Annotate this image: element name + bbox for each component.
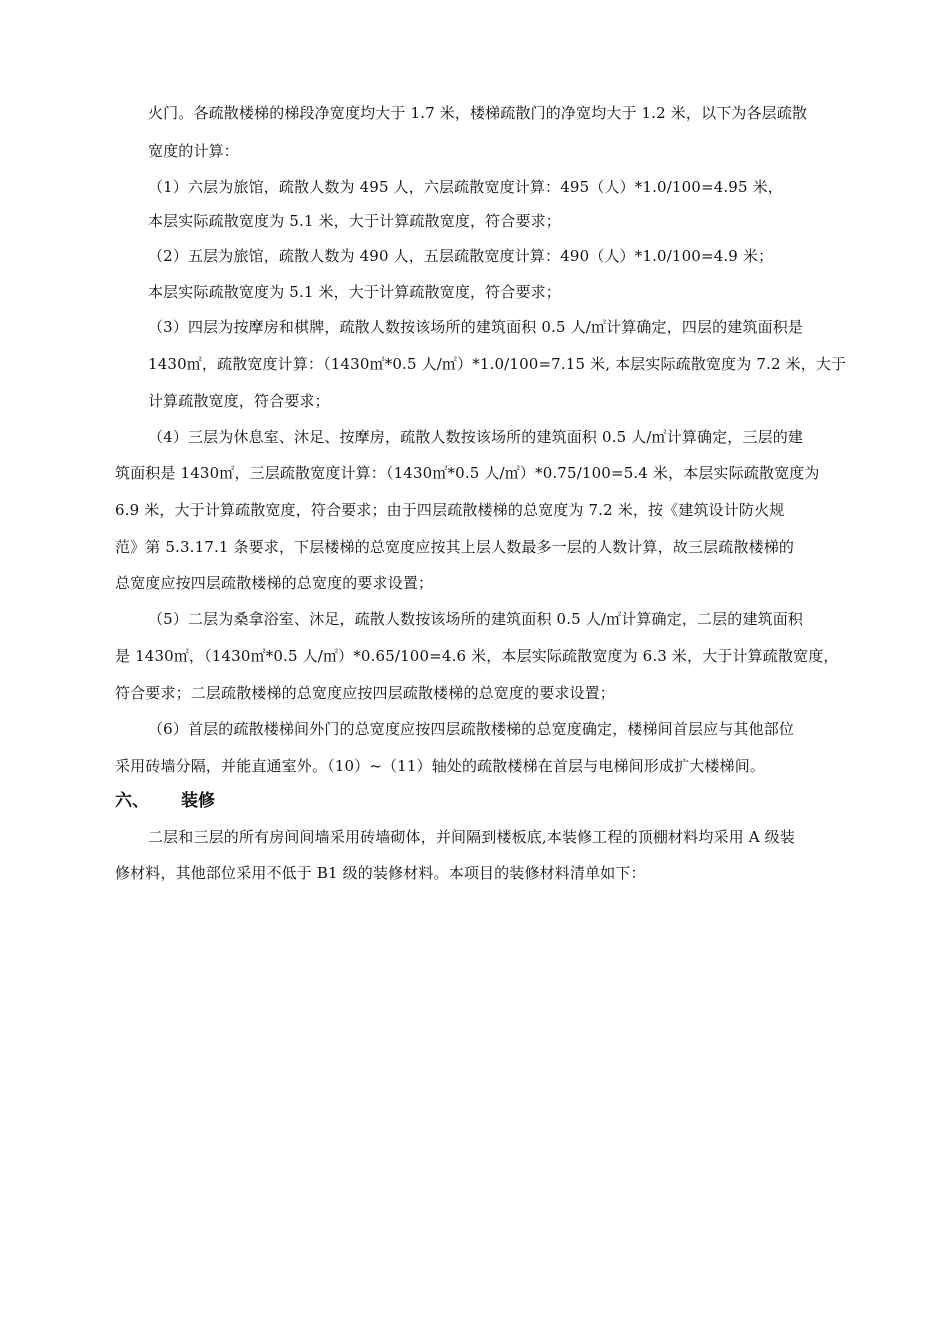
section-title: 装修: [181, 791, 215, 811]
paragraph-line: 宽度的计算：: [148, 142, 239, 160]
paragraph-line: 本层实际疏散宽度为 5.1 米，大于计算疏散宽度，符合要求；: [148, 283, 561, 301]
paragraph-line: 计算疏散宽度，符合要求；: [148, 392, 330, 410]
paragraph-line: 本层实际疏散宽度为 5.1 米，大于计算疏散宽度，符合要求；: [148, 212, 561, 230]
paragraph-line: 二层和三层的所有房间间墙采用砖墙砌体，并间隔到楼板底,本装修工程的顶棚材料均采用 A 级装: [148, 828, 795, 846]
paragraph-line: 6.9 米，大于计算疏散宽度，符合要求；由于四层疏散楼梯的总宽度为 7.2 米，按《建筑设计防火规: [115, 501, 785, 519]
paragraph-line: 符合要求；二层疏散楼梯的总宽度应按四层疏散楼梯的总宽度的要求设置；: [115, 684, 615, 702]
paragraph-line: 修材料，其他部位采用不低于 B1 级的装修材料。本项目的装修材料清单如下：: [115, 864, 646, 882]
paragraph-line: 采用砖墙分隔，并能直通室外。（10）~（11）轴处的疏散楼梯在首层与电梯间形成扩大楼梯间。: [115, 757, 765, 775]
paragraph-line: （5）二层为桑拿浴室、沐足，疏散人数按该场所的建筑面积 0.5 人/㎡计算确定，二层的建筑面积: [148, 610, 804, 628]
paragraph-line: 总宽度应按四层疏散楼梯的总宽度的要求设置；: [115, 574, 434, 592]
paragraph-line: 1430㎡，疏散宽度计算：（1430㎡*0.5 人/㎡）*1.0/100=7.15 米, 本层实际疏散宽度为 7.2 米，大于: [148, 355, 847, 373]
paragraph-line: 火门。各疏散楼梯的梯段净宽度均大于 1.7 米，楼梯疏散门的净宽均大于 1.2 米，以下为各层疏散: [148, 104, 808, 122]
paragraph-line: 是 1430㎡，（1430㎡*0.5 人/㎡）*0.65/100=4.6 米，本层实际疏散宽度为 6.3 米，大于计算疏散宽度，: [115, 647, 839, 665]
paragraph-line: （3）四层为按摩房和棋牌，疏散人数按该场所的建筑面积 0.5 人/㎡计算确定，四层的建筑面积是: [148, 318, 804, 336]
paragraph-line: 范》第 5.3.17.1 条要求，下层楼梯的总宽度应按其上层人数最多一层的人数计算，故三层疏散楼梯的: [115, 538, 795, 556]
paragraph-line: （2）五层为旅馆，疏散人数为 490 人，五层疏散宽度计算：490（人）*1.0/100=4.9 米；: [148, 247, 774, 265]
paragraph-line: （6）首层的疏散楼梯间外门的总宽度应按四层疏散楼梯的总宽度确定，楼梯间首层应与其他部位: [148, 720, 794, 738]
paragraph-line: 筑面积是 1430㎡，三层疏散宽度计算：（1430㎡*0.5 人/㎡）*0.75/100=5.4 米，本层实际疏散宽度为: [115, 464, 820, 482]
section-heading: [115, 789, 215, 813]
section-number: 六、: [115, 791, 149, 811]
paragraph-line: （1）六层为旅馆，疏散人数为 495 人，六层疏散宽度计算：495（人）*1.0/100=4.95 米，: [148, 178, 783, 196]
paragraph-line: （4）三层为休息室、沐足、按摩房，疏散人数按该场所的建筑面积 0.5 人/㎡计算确定，三层的建: [148, 428, 804, 446]
